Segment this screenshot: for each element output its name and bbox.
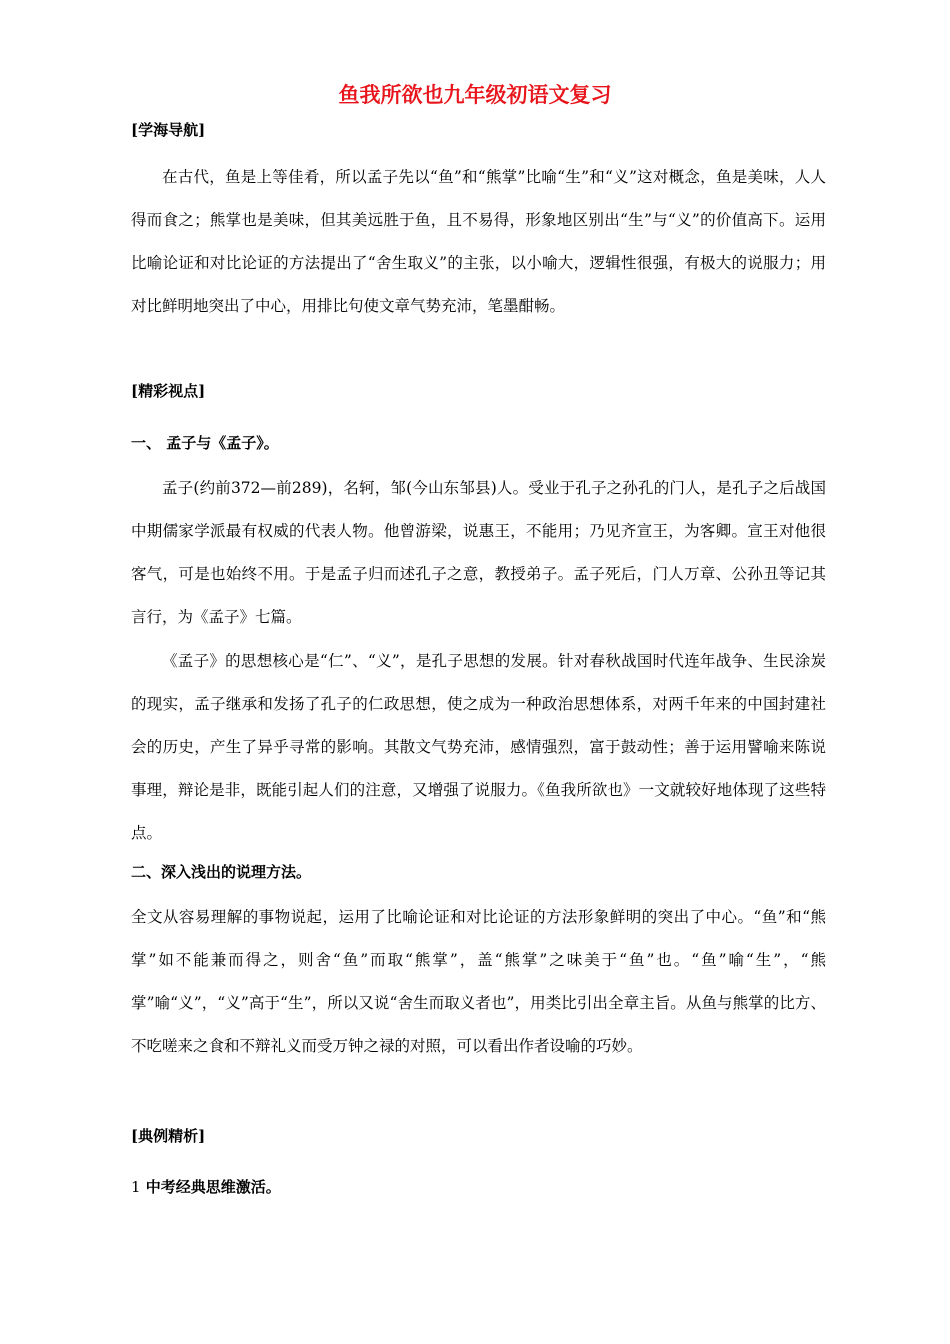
- list-item-1: [131, 1176, 281, 1198]
- page-title: 鱼我所欲也九年级初语文复习: [338, 82, 612, 107]
- section-heading-jingcai: [精彩视点]: [131, 382, 206, 400]
- mengzi-paragraph-2: 《孟子》的思想核心是“仁”、“义”，是孔子思想的发展。针对春秋战国时代连年战争、生民涂炭的现实，孟子继承和发扬了孔子的仁政思想，使之成为一种政治思想体系，对两千年来的中国封建社会的历史，产生了异乎寻常的影响。其散文气势充沛，感情强烈，富于鼓动性；善于运用譬喻来陈说事理，辩论是非，既能引起人们的注意，又增强了说服力。《鱼我所欲也》一文就较好地体现了这些特点。: [131, 652, 826, 842]
- list-item-number: 1: [131, 1178, 141, 1196]
- section-heading-dianli: [典例精析]: [131, 1127, 206, 1145]
- subheading-method: 二、深入浅出的说理方法。: [131, 863, 312, 881]
- section-heading-xuehai: [学海导航]: [131, 121, 206, 139]
- method-paragraph: 全文从容易理解的事物说起，运用了比喻论证和对比论证的方法形象鲜明的突出了中心。“鱼”和“熊掌”如不能兼而得之，则舍“鱼”而取“熊掌”，盖“熊掌”之味美于“鱼”也。“鱼”喻“生”，“熊掌”喻“义”，“义”高于“生”，所以又说“舍生而取义者也”，用类比引出全章主旨。从鱼与熊掌的比方、不吃嗟来之食和不辩礼义而受万钟之禄的对照，可以看出作者设喻的巧妙。: [131, 908, 826, 1055]
- subheading-mengzi: 一、 孟子与《孟子》。: [131, 434, 279, 452]
- mengzi-paragraph-1: 孟子(约前372—前289)，名轲，邹(今山东邹县)人。受业于孔子之孙孔的门人，是孔子之后战国中期儒家学派最有权威的代表人物。他曾游梁，说惠王，不能用；乃见齐宣王，为客卿。宣王对他很客气，可是也始终不用。于是孟子归而述孔子之意，教授弟子。孟子死后，门人万章、公孙丑等记其言行，为《孟子》七篇。: [131, 479, 826, 626]
- intro-paragraph: 在古代，鱼是上等佳肴，所以孟子先以“鱼”和“熊掌”比喻“生”和“义”这对概念，鱼是美味，人人得而食之；熊掌也是美味，但其美远胜于鱼，且不易得，形象地区别出“生”与“义”的价值高下。运用比喻论证和对比论证的方法提出了“舍生取义”的主张，以小喻大，逻辑性很强，有极大的说服力；用对比鲜明地突出了中心，用排比句使文章气势充沛，笔墨酣畅。: [131, 168, 826, 315]
- list-item-text: 中考经典思维激活。: [145, 1178, 281, 1196]
